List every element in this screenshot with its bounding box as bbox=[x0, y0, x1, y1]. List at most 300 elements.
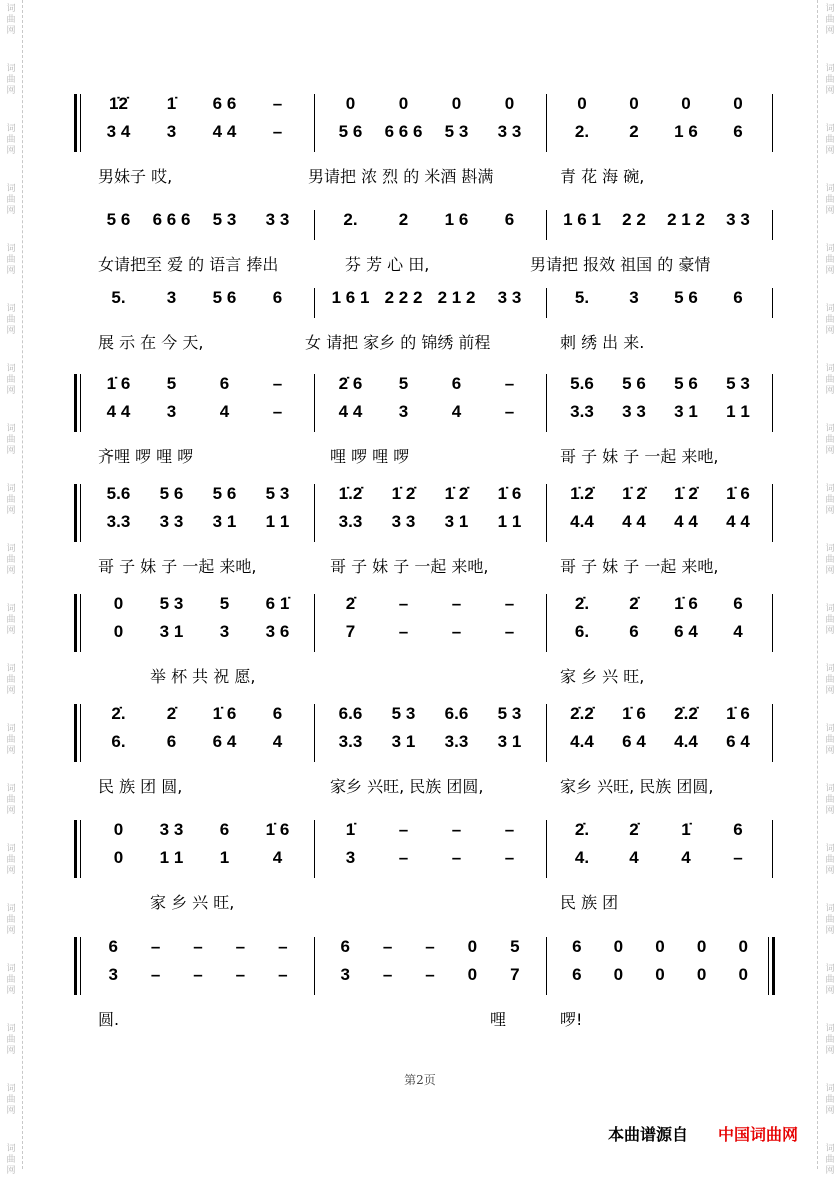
note-beat: 6 4 bbox=[622, 732, 646, 751]
barline bbox=[80, 820, 81, 878]
lyric-text: 女请把至 爱 的 语言 捧出 bbox=[98, 255, 279, 274]
note-beat: 6 bbox=[272, 288, 283, 307]
note-beat: 5 3 bbox=[212, 210, 237, 229]
barline bbox=[74, 704, 77, 762]
note-beat: 1 1 bbox=[159, 848, 184, 867]
note-beat: – bbox=[382, 937, 393, 956]
note-beat: 5 6 bbox=[106, 210, 131, 229]
watermark-text: 词 曲 网 bbox=[825, 1144, 835, 1176]
note-beat: 6 4 bbox=[726, 732, 750, 751]
note-beat: 3 bbox=[398, 402, 409, 421]
note-beat: 3 1 bbox=[391, 732, 416, 751]
note-beat: 5 3 bbox=[726, 374, 750, 393]
note-beat: 5 3 bbox=[444, 122, 469, 141]
lyric-text: 家乡 兴旺, 民族 团圆, bbox=[330, 777, 484, 796]
barline bbox=[74, 937, 77, 995]
watermark-text: 词 曲 网 bbox=[6, 124, 16, 156]
watermark-text: 词 曲 网 bbox=[825, 724, 835, 756]
note-beat: – bbox=[451, 820, 462, 839]
barline bbox=[74, 594, 77, 652]
note-beat: 3 bbox=[219, 622, 230, 641]
watermark-text: 词 曲 网 bbox=[6, 1144, 16, 1176]
note-beat: 7 bbox=[345, 622, 356, 641]
lyric-text: 男请把 报效 祖国 的 豪情 bbox=[530, 255, 711, 274]
watermark-text: 词 曲 网 bbox=[6, 964, 16, 996]
lyrics-line bbox=[8, 774, 714, 796]
note-beat: 3 3 bbox=[622, 402, 646, 421]
watermark-text: 词 曲 网 bbox=[825, 904, 835, 936]
barline bbox=[772, 210, 773, 240]
note-beat: 6 1̇ bbox=[265, 594, 290, 613]
lyric-text: 女 请把 家乡 的 锦绣 前程 bbox=[305, 333, 491, 352]
note-beat: 2 1 2 bbox=[437, 288, 476, 307]
note-beat: – bbox=[272, 374, 283, 393]
note-beat: 4.4 bbox=[674, 732, 698, 751]
watermark-text: 词 曲 网 bbox=[825, 1084, 835, 1116]
note-beat: 6 4 bbox=[674, 622, 698, 641]
note-beat: 0 bbox=[696, 937, 707, 956]
note-beat: – bbox=[504, 820, 515, 839]
note-beat: 5 6 bbox=[338, 122, 363, 141]
lower-voice-notes bbox=[82, 965, 774, 987]
note-beat: 5 bbox=[510, 937, 520, 956]
lyrics-line bbox=[8, 664, 708, 686]
note-beat: 3 bbox=[340, 965, 350, 984]
lower-voice-notes bbox=[82, 732, 774, 754]
barline bbox=[772, 937, 775, 995]
watermark-text: 词 曲 网 bbox=[6, 304, 16, 336]
lower-voice-notes bbox=[82, 622, 774, 644]
page-number: 第2页 bbox=[404, 1073, 436, 1087]
note-beat: 3 3 bbox=[391, 512, 416, 531]
note-beat: – bbox=[272, 122, 283, 141]
barline bbox=[772, 704, 773, 762]
note-beat: 1̇2̇ bbox=[109, 94, 128, 113]
note-beat: 0 bbox=[113, 820, 124, 839]
note-beat: 0 bbox=[613, 937, 624, 956]
watermark-text: 词 曲 网 bbox=[6, 4, 16, 36]
lyric-text: 哩 bbox=[490, 1010, 507, 1029]
note-beat: 0 bbox=[113, 622, 124, 641]
note-beat: 2̇ bbox=[166, 704, 177, 723]
note-beat: – bbox=[504, 594, 515, 613]
note-beat: 1 6 bbox=[674, 122, 698, 141]
note-beat: 4 bbox=[272, 732, 283, 751]
note-beat: 1̇.2̇ bbox=[570, 484, 594, 503]
lyric-text: 展 示 在 今 天, bbox=[98, 333, 204, 352]
note-beat: – bbox=[504, 848, 515, 867]
lyric-text: 民 族 团 bbox=[560, 893, 619, 912]
barline bbox=[772, 820, 773, 878]
note-beat: 4.4 bbox=[570, 732, 594, 751]
upper-voice-notes bbox=[82, 704, 774, 726]
note-beat: 6 bbox=[340, 937, 350, 956]
note-beat: 5.6 bbox=[570, 374, 594, 393]
note-beat: 1̇ 6 bbox=[622, 704, 646, 723]
note-beat: 3.3 bbox=[106, 512, 131, 531]
note-beat: – bbox=[278, 937, 288, 956]
lyric-text: 青 花 海 碗, bbox=[560, 167, 645, 186]
note-beat: 2̇. bbox=[574, 820, 590, 839]
note-beat: – bbox=[193, 937, 203, 956]
note-beat: 1̇ 6 bbox=[212, 704, 237, 723]
watermark-text: 词 曲 网 bbox=[825, 124, 835, 156]
note-beat: 6 bbox=[108, 937, 118, 956]
watermark-text: 词 曲 网 bbox=[6, 244, 16, 276]
note-beat: 1̇ 2̇ bbox=[444, 484, 469, 503]
note-beat: 6 bbox=[272, 704, 283, 723]
note-beat: 2 1 2 bbox=[667, 210, 705, 229]
note-beat: 1̇ 6 bbox=[497, 484, 522, 503]
barline bbox=[80, 704, 81, 762]
note-beat: 4 4 bbox=[674, 512, 698, 531]
watermark-text: 词 曲 网 bbox=[6, 484, 16, 516]
note-beat: 1 bbox=[219, 848, 230, 867]
watermark-text: 词 曲 网 bbox=[6, 844, 16, 876]
note-beat: – bbox=[398, 622, 409, 641]
upper-voice-notes bbox=[82, 594, 774, 616]
note-beat: 2̇ 6 bbox=[338, 374, 363, 393]
note-beat: 3 6 bbox=[265, 622, 290, 641]
note-beat: 2̇ bbox=[345, 594, 356, 613]
note-beat: 4 bbox=[629, 848, 639, 867]
barline bbox=[772, 288, 773, 318]
note-beat: 1̇ 6 bbox=[674, 594, 698, 613]
note-beat: 6 bbox=[219, 820, 230, 839]
note-beat: 5. bbox=[574, 288, 590, 307]
barline bbox=[74, 374, 77, 432]
lyric-text: 男请把 浓 烈 的 米酒 斟满 bbox=[308, 167, 494, 186]
watermark-text: 词 曲 网 bbox=[6, 664, 16, 696]
lyric-text: 刺 绣 出 来. bbox=[560, 333, 645, 352]
note-beat: 6.6 bbox=[338, 704, 363, 723]
note-beat: 1̇ 2̇ bbox=[391, 484, 416, 503]
upper-voice-notes bbox=[82, 94, 774, 116]
note-beat: 5 3 bbox=[391, 704, 416, 723]
note-beat: 4 bbox=[451, 402, 462, 421]
note-beat: 6 6 bbox=[212, 94, 237, 113]
lyric-text: 男妹子 哎, bbox=[98, 167, 173, 186]
note-beat: – bbox=[398, 594, 409, 613]
lyric-text: 哥 子 妹 子 一起 来吔, bbox=[560, 447, 719, 466]
note-beat: – bbox=[504, 622, 515, 641]
note-beat: 0 bbox=[738, 937, 748, 956]
note-beat: 3.3 bbox=[444, 732, 469, 751]
note-beat: 3 bbox=[166, 402, 177, 421]
note-beat: 0 bbox=[655, 965, 665, 984]
lyric-text: 啰! bbox=[560, 1010, 583, 1029]
note-beat: 5 6 bbox=[212, 484, 237, 503]
note-beat: 1̇ 6 bbox=[726, 704, 750, 723]
note-beat: 3 4 bbox=[106, 122, 131, 141]
note-beat: 6.6 bbox=[444, 704, 469, 723]
note-beat: 3 3 bbox=[497, 288, 522, 307]
watermark-text: 词 曲 网 bbox=[6, 364, 16, 396]
note-beat: 3.3 bbox=[570, 402, 594, 421]
lyrics-line bbox=[8, 1007, 708, 1029]
note-beat: 3 1 bbox=[212, 512, 237, 531]
watermark-text: 词 曲 网 bbox=[825, 544, 835, 576]
barline bbox=[80, 594, 81, 652]
note-beat: 4. bbox=[574, 848, 590, 867]
note-beat: 5 3 bbox=[159, 594, 184, 613]
note-beat: 0 bbox=[504, 94, 515, 113]
barline bbox=[74, 94, 77, 152]
watermark-text: 词 曲 网 bbox=[6, 544, 16, 576]
note-beat: 4 bbox=[681, 848, 691, 867]
note-beat: 6 bbox=[733, 594, 743, 613]
note-beat: 2 bbox=[629, 122, 639, 141]
barline bbox=[80, 484, 81, 542]
note-beat: 0 bbox=[629, 94, 639, 113]
note-beat: – bbox=[272, 94, 283, 113]
note-beat: 1 1 bbox=[265, 512, 290, 531]
upper-voice-notes bbox=[82, 820, 774, 842]
note-beat: 6 6 6 bbox=[152, 210, 191, 229]
note-beat: 0 bbox=[467, 965, 478, 984]
watermark-text: 词 曲 网 bbox=[825, 1024, 835, 1056]
note-beat: 5 6 bbox=[159, 484, 184, 503]
note-beat: 5 bbox=[166, 374, 177, 393]
note-beat: 6. bbox=[111, 732, 126, 751]
note-beat: – bbox=[272, 402, 283, 421]
lyric-text: 圆. bbox=[98, 1010, 120, 1029]
note-beat: 3 3 bbox=[726, 210, 750, 229]
watermark-text: 词 曲 网 bbox=[825, 484, 835, 516]
lyric-text: 家 乡 兴 旺, bbox=[150, 893, 235, 912]
barline bbox=[80, 374, 81, 432]
lower-voice-notes bbox=[82, 848, 774, 870]
lyric-text: 民 族 团 圆, bbox=[98, 777, 183, 796]
note-beat: 5.6 bbox=[106, 484, 131, 503]
note-beat: 0 bbox=[398, 94, 409, 113]
note-beat: 0 bbox=[696, 965, 707, 984]
note-beat: 1 1 bbox=[497, 512, 522, 531]
note-beat: 3 1 bbox=[497, 732, 522, 751]
note-beat: 0 bbox=[655, 937, 665, 956]
watermark-text: 词 曲 网 bbox=[6, 184, 16, 216]
watermark-text: 词 曲 网 bbox=[825, 964, 835, 996]
note-beat: 2 2 bbox=[622, 210, 646, 229]
watermark-text: 词 曲 网 bbox=[6, 784, 16, 816]
note-beat: – bbox=[235, 965, 246, 984]
lower-voice-notes bbox=[82, 122, 774, 144]
upper-voice-notes bbox=[82, 288, 774, 310]
note-beat: 3 3 bbox=[159, 512, 184, 531]
note-beat: 0 bbox=[613, 965, 624, 984]
note-beat: 2 bbox=[398, 210, 409, 229]
upper-voice-notes bbox=[82, 937, 774, 959]
note-beat: 4 4 bbox=[338, 402, 363, 421]
note-beat: 3 3 bbox=[497, 122, 522, 141]
lyrics-line bbox=[8, 330, 708, 352]
watermark-text: 词 曲 网 bbox=[825, 184, 835, 216]
note-beat: 6 bbox=[572, 965, 582, 984]
lyric-text: 芬 芳 心 田, bbox=[345, 255, 430, 274]
note-beat: 0 bbox=[113, 848, 124, 867]
note-beat: 0 bbox=[738, 965, 748, 984]
note-beat: 6 bbox=[572, 937, 582, 956]
note-beat: 6 bbox=[451, 374, 462, 393]
note-beat: – bbox=[382, 965, 393, 984]
source-label: 本曲谱源自 bbox=[608, 1125, 689, 1144]
note-beat: – bbox=[278, 965, 288, 984]
note-beat: 4 4 bbox=[106, 402, 131, 421]
note-beat: 3 1 bbox=[674, 402, 698, 421]
lyric-text: 哩 啰 哩 啰 bbox=[330, 447, 410, 466]
note-beat: 3 bbox=[108, 965, 118, 984]
note-beat: 6 bbox=[733, 820, 743, 839]
note-beat: 6 bbox=[629, 622, 639, 641]
lyric-text: 哥 子 妹 子 一起 来吔, bbox=[330, 557, 489, 576]
note-beat: – bbox=[425, 937, 435, 956]
note-beat: 4 bbox=[272, 848, 283, 867]
site-name[interactable]: 中国词曲网 bbox=[718, 1125, 799, 1144]
note-beat: 6 bbox=[733, 122, 743, 141]
note-beat: 3 bbox=[166, 122, 177, 141]
lyrics-line bbox=[8, 164, 708, 186]
note-beat: 1 1 bbox=[726, 402, 750, 421]
note-beat: 2̇. bbox=[574, 594, 590, 613]
note-beat: – bbox=[504, 402, 515, 421]
note-beat: 4 bbox=[219, 402, 230, 421]
lyric-text: 哥 子 妹 子 一起 来吔, bbox=[98, 557, 257, 576]
right-watermark-column bbox=[817, 0, 840, 1176]
note-beat: 3 3 bbox=[159, 820, 184, 839]
note-beat: 6 bbox=[733, 288, 743, 307]
note-beat: 4 bbox=[733, 622, 743, 641]
note-beat: 1̇ 6 bbox=[726, 484, 750, 503]
lyric-text: 家乡 兴旺, 民族 团圆, bbox=[560, 777, 714, 796]
watermark-text: 词 曲 网 bbox=[825, 424, 835, 456]
lower-voice-notes bbox=[82, 402, 774, 424]
note-beat: 0 bbox=[577, 94, 587, 113]
note-beat: 5. bbox=[111, 288, 126, 307]
lyric-text: 哥 子 妹 子 一起 来吔, bbox=[560, 557, 719, 576]
note-beat: – bbox=[451, 622, 462, 641]
note-beat: 1̇ bbox=[345, 820, 356, 839]
note-beat: – bbox=[398, 848, 409, 867]
lyrics-line bbox=[8, 252, 711, 274]
note-beat: 5 6 bbox=[622, 374, 646, 393]
barline bbox=[772, 484, 773, 542]
note-beat: 0 bbox=[467, 937, 478, 956]
note-beat: 2. bbox=[343, 210, 358, 229]
note-beat: – bbox=[425, 965, 435, 984]
note-beat: 1 6 1 bbox=[563, 210, 601, 229]
note-beat: 5 bbox=[219, 594, 230, 613]
note-beat: 3 3 bbox=[265, 210, 290, 229]
note-beat: 5 3 bbox=[265, 484, 290, 503]
barline bbox=[80, 94, 81, 152]
watermark-text: 词 曲 网 bbox=[6, 1024, 16, 1056]
note-beat: – bbox=[150, 937, 161, 956]
note-beat: 6 bbox=[504, 210, 515, 229]
barline bbox=[772, 94, 773, 152]
note-beat: 3 1 bbox=[159, 622, 184, 641]
barline bbox=[768, 937, 769, 995]
note-beat: 5 6 bbox=[674, 288, 698, 307]
note-beat: 3 bbox=[345, 848, 356, 867]
note-beat: 2 2 2 bbox=[384, 288, 423, 307]
note-beat: 4.4 bbox=[570, 512, 594, 531]
watermark-text: 词 曲 网 bbox=[6, 1084, 16, 1116]
barline bbox=[772, 374, 773, 432]
note-beat: 3 bbox=[166, 288, 177, 307]
watermark-text: 词 曲 网 bbox=[825, 64, 835, 96]
watermark-text: 词 曲 网 bbox=[6, 424, 16, 456]
watermark-text: 词 曲 网 bbox=[6, 604, 16, 636]
note-beat: 6 bbox=[219, 374, 230, 393]
note-beat: 1̇ bbox=[166, 94, 177, 113]
note-beat: 0 bbox=[451, 94, 462, 113]
note-beat: 4 4 bbox=[622, 512, 646, 531]
note-beat: 3.3 bbox=[338, 732, 363, 751]
upper-voice-notes bbox=[82, 374, 774, 396]
watermark-text: 词 曲 网 bbox=[825, 604, 835, 636]
note-beat: 5 6 bbox=[674, 374, 698, 393]
watermark-text: 词 曲 网 bbox=[6, 904, 16, 936]
note-beat: 0 bbox=[345, 94, 356, 113]
note-beat: 1 6 1 bbox=[331, 288, 370, 307]
watermark-text: 词 曲 网 bbox=[825, 304, 835, 336]
note-beat: 2̇.2̇ bbox=[570, 704, 594, 723]
note-beat: – bbox=[451, 594, 462, 613]
lower-voice-notes bbox=[82, 512, 774, 534]
watermark-text: 词 曲 网 bbox=[825, 844, 835, 876]
note-beat: 2̇ bbox=[629, 594, 639, 613]
note-beat: 5 3 bbox=[497, 704, 522, 723]
note-beat: – bbox=[193, 965, 203, 984]
lyrics-line bbox=[8, 444, 719, 466]
note-beat: 0 bbox=[733, 94, 743, 113]
note-beat: 4 4 bbox=[726, 512, 750, 531]
note-beat: 1̇ bbox=[681, 820, 691, 839]
upper-voice-notes bbox=[82, 210, 774, 232]
note-beat: 5 6 bbox=[212, 288, 237, 307]
note-beat: – bbox=[504, 374, 515, 393]
note-beat: – bbox=[235, 937, 246, 956]
note-beat: 2̇. bbox=[111, 704, 126, 723]
note-beat: 7 bbox=[510, 965, 520, 984]
note-beat: 1̇ 6 bbox=[265, 820, 290, 839]
note-beat: – bbox=[451, 848, 462, 867]
note-beat: – bbox=[733, 848, 743, 867]
note-beat: 3.3 bbox=[338, 512, 363, 531]
barline bbox=[74, 484, 77, 542]
note-beat: 1̇ 6 bbox=[106, 374, 131, 393]
note-beat: – bbox=[398, 820, 409, 839]
watermark-text: 词 曲 网 bbox=[825, 364, 835, 396]
note-beat: 3 bbox=[629, 288, 639, 307]
note-beat: 6 4 bbox=[212, 732, 237, 751]
watermark-text: 词 曲 网 bbox=[6, 64, 16, 96]
watermark-text: 词 曲 网 bbox=[825, 784, 835, 816]
note-beat: 2̇.2̇ bbox=[674, 704, 698, 723]
upper-voice-notes bbox=[82, 484, 774, 506]
barline bbox=[74, 820, 77, 878]
note-beat: 1̇ 2̇ bbox=[674, 484, 698, 503]
watermark-text: 词 曲 网 bbox=[825, 664, 835, 696]
note-beat: 5 bbox=[398, 374, 409, 393]
note-beat: 3 1 bbox=[444, 512, 469, 531]
lyrics-line bbox=[8, 890, 708, 912]
note-beat: – bbox=[150, 965, 161, 984]
note-beat: 6 bbox=[166, 732, 177, 751]
barline bbox=[772, 594, 773, 652]
watermark-text: 词 曲 网 bbox=[6, 724, 16, 756]
lyric-text: 举 杯 共 祝 愿, bbox=[150, 667, 256, 686]
